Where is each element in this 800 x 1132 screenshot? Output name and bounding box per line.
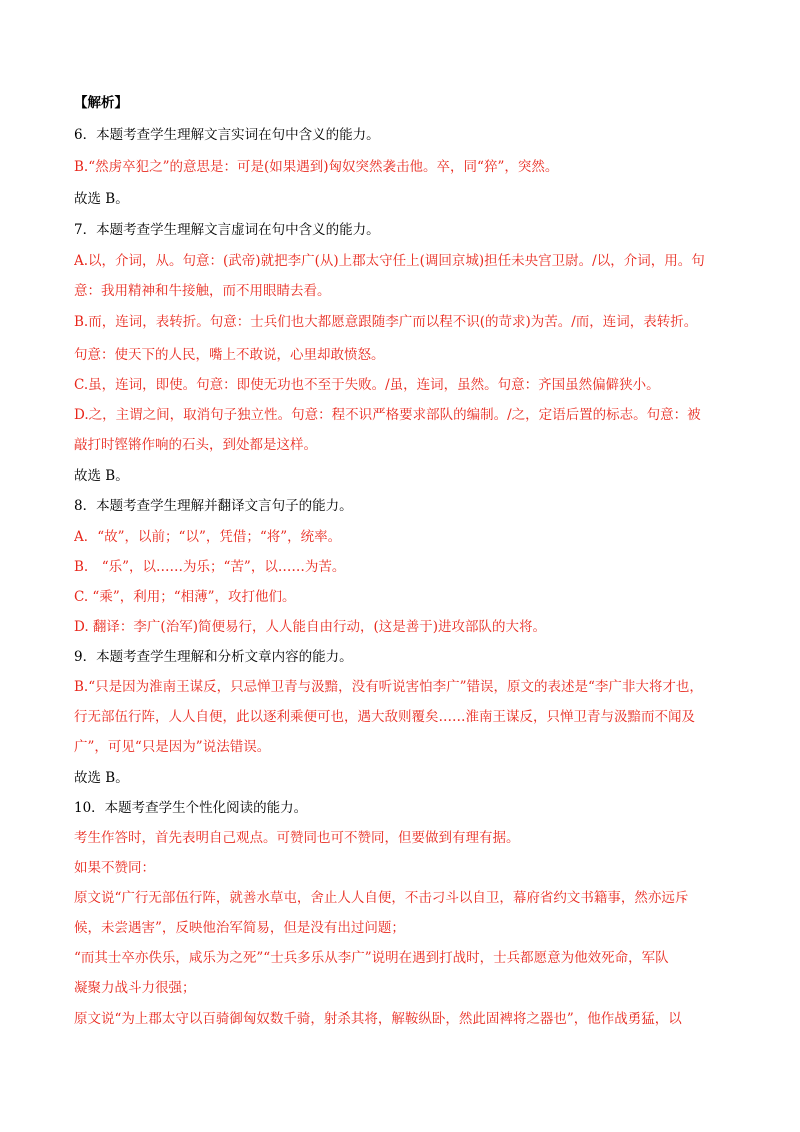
q9-option-b-line2: 行无部伍行阵，人人自便，此以逐利乘便可也，遇大敌则覆矣……淮南王谋反，只惮卫青与汲黯而不闻及 <box>74 709 695 725</box>
q10-point1-line2: 候，未尝遇害”，反映他治军简易，但是没有出过问题； <box>74 920 405 936</box>
q10-instruction: 考生作答时，首先表明自己观点。可赞同也可不赞同，但要做到有理有据。 <box>74 830 520 846</box>
q7-option-a-line1: A.以，介词，从。句意：(武帝)就把李广(从)上郡太守任上(调回京城)担任未央宫卫尉。/以，介词，用。句 <box>74 253 705 269</box>
q7-option-d-line1: D.之，主谓之间，取消句子独立性。句意：程不识严格要求部队的编制。/之，定语后置的标志。句意：被 <box>74 407 701 423</box>
q9-option-b-line1: B.“只是因为淮南王谋反，只忌惮卫青与汲黯，没有听说害怕李广”错误，原文的表述是“李广非大将才也， <box>74 679 703 695</box>
q6-choice: 故选 B。 <box>74 191 129 207</box>
q7-option-b-line2: 句意：使天下的人民，嘴上不敢说，心里却敢愤怒。 <box>74 347 385 363</box>
section-heading-jiexi: 【解析】 <box>74 95 128 111</box>
q7-topic: 7．本题考查学生理解文言虚词在句中含义的能力。 <box>74 222 380 238</box>
q9-choice: 故选 B。 <box>74 770 129 786</box>
q8-option-a: A．“故”，以前；“以”，凭借；“将”，统率。 <box>74 529 342 545</box>
q10-point2-line2: 凝聚力战斗力很强； <box>74 980 196 996</box>
q7-option-a-line2: 意：我用精神和牛接触，而不用眼睛去看。 <box>74 283 331 299</box>
q10-point2-line1: “而其士卒亦佚乐，咸乐为之死”“士兵多乐从李广”说明在遇到打战时，士兵都愿意为他效死命，军队 <box>74 950 669 966</box>
q7-option-d-line2: 敲打时铿锵作响的石头，到处都是这样。 <box>74 437 317 453</box>
q8-option-d: D. 翻译：李广(治军)简便易行，人人能自由行动，(这是善于)进攻部队的大将。 <box>74 619 546 635</box>
q7-choice: 故选 B。 <box>74 468 129 484</box>
q10-topic: 10．本题考查学生个性化阅读的能力。 <box>74 800 308 816</box>
q10-disagree-heading: 如果不赞同： <box>74 860 155 876</box>
q6-topic: 6．本题考查学生理解文言实词在句中含义的能力。 <box>74 127 380 143</box>
q7-option-b-line1: B.而，连词，表转折。句意：士兵们也大都愿意跟随李广而以程不识(的苛求)为苦。/而，连词，表转折。 <box>74 314 698 330</box>
q10-point3-line1: 原文说“为上郡太守以百骑御匈奴数千骑，射杀其将，解鞍纵卧，然此固裨将之器也”，他作战勇猛，以 <box>74 1011 682 1027</box>
q8-topic: 8．本题考查学生理解并翻译文言句子的能力。 <box>74 498 353 514</box>
q7-option-c: C.虽，连词，即使。句意：即使无功也不至于失败。/虽，连词，虽然。句意：齐国虽然偏僻狭小。 <box>74 377 660 393</box>
q8-option-c: C. “乘”，利用；“相薄”，攻打他们。 <box>74 589 296 605</box>
q9-option-b-line3: 广”，可见“只是因为”说法错误。 <box>74 739 271 755</box>
q9-topic: 9．本题考查学生理解和分析文章内容的能力。 <box>74 649 353 665</box>
q8-option-b: B. “乐”，以……为乐；“苦”，以……为苦。 <box>74 559 346 575</box>
q6-answer-explanation: B.“然虏卒犯之”的意思是：可是(如果遇到)匈奴突然袭击他。卒，同“猝”，突然。 <box>74 159 559 175</box>
q10-point1-line1: 原文说“广行无部伍行阵，就善水草屯，舍止人人自便，不击刁斗以自卫，幕府省约文书籍事，然亦远斥 <box>74 890 689 906</box>
